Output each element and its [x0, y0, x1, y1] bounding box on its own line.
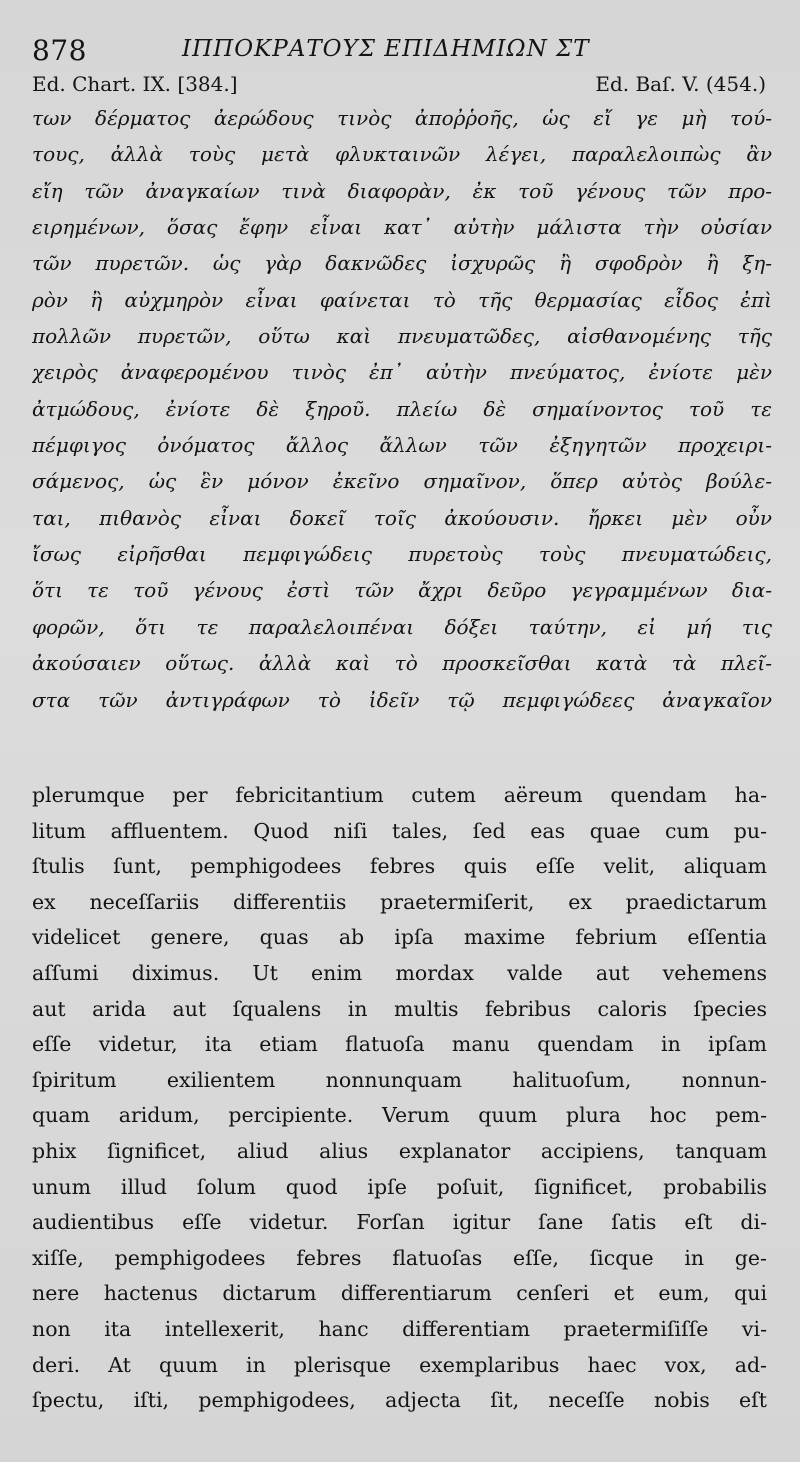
edition-reference-line [32, 72, 772, 100]
page-number: 878 [32, 34, 87, 67]
greek-text-line: ειρημένων, ὅσας ἔφην εἶναι κατ᾽ αὐτὴν μάλιστα τὴν οὐσίαν [32, 215, 772, 240]
latin-text-line: xiſſe, pemphigodees febres flatuoſas eſſe, ſicque in ge- [32, 1245, 767, 1270]
latin-text-line: ſpectu, iſti, pemphigodees, adjecta ſit, neceſſe nobis eſt [32, 1388, 767, 1413]
greek-text-line: ἀτμώδους, ἐνίοτε δὲ ξηροῦ. πλείω δὲ σημαίνοντος τοῦ τε [32, 396, 772, 421]
edition-basel-reference: Ed. Baſ. V. (454.) [595, 72, 766, 96]
latin-text-line: phix ſignificet, aliud alius explanator accipiens, tanquam [32, 1138, 767, 1163]
greek-text-line: ρὸν ἢ αὐχμηρὸν εἶναι φαίνεται τὸ τῆς θερμασίας εἶδος ἐπὶ [32, 287, 772, 312]
greek-text-line: εἴη τῶν ἀναγκαίων τινὰ διαφορὰν, ἐκ τοῦ γένους τῶν προ- [32, 178, 772, 203]
page-header [32, 30, 772, 70]
running-title: ΙΠΠΟΚΡΑΤΟΥΣ ΕΠΙΔΗΜΙΩΝ ΣΤ [182, 36, 590, 62]
greek-text-line: χειρὸς ἀναφερομένου τινὸς ἐπ᾽ αὐτὴν πνεύματος, ἐνίοτε μὲν [32, 360, 772, 385]
latin-text-line: nere hactenus dictarum differentiarum cenſeri et eum, qui [32, 1281, 767, 1306]
greek-text-line: ἀκούσαιεν οὕτως. ἀλλὰ καὶ τὸ προσκεῖσθαι κατὰ τὰ πλεῖ- [32, 651, 772, 676]
latin-text-line: aſſumi diximus. Ut enim mordax valde aut vehemens [32, 960, 767, 985]
latin-text-line: videlicet genere, quas ab ipſa maxime febrium eſſentia [32, 925, 767, 950]
latin-text-line: ſpiritum exilientem nonnunquam halituoſum, nonnun- [32, 1067, 767, 1092]
greek-text-line: ται, πιθανὸς εἶναι δοκεῖ τοῖς ἀκούουσιν. ἤρκει μὲν οὖν [32, 505, 772, 530]
greek-text-line: τῶν πυρετῶν. ὡς γὰρ δακνῶδες ἰσχυρῶς ἢ σφοδρὸν ἢ ξη- [32, 251, 772, 276]
latin-text-line: ex neceſſariis differentiis praetermiſerit, ex praedictarum [32, 889, 767, 914]
greek-text-line: τους, ἀλλὰ τοὺς μετὰ φλυκταινῶν λέγει, παραλελοιπὼς ἂν [32, 142, 772, 167]
latin-text-line: eſſe videtur, ita etiam flatuoſa manu quendam in ipſam [32, 1032, 767, 1057]
latin-text-line: aut arida aut ſqualens in multis febribus caloris ſpecies [32, 996, 767, 1021]
greek-text-line: ὅτι τε τοῦ γένους ἐστὶ τῶν ἄχρι δεῦρο γεγραμμένων δια- [32, 578, 772, 603]
latin-text-line: deri. At quum in plerisque exemplaribus haec vox, ad- [32, 1352, 767, 1377]
latin-text-line: unum illud ſolum quod ipſe poſuit, ſignificet, probabilis [32, 1174, 767, 1199]
greek-text-line: στα τῶν ἀντιγράφων τὸ ἰδεῖν τῷ πεμφιγώδεες ἀναγκαῖον [32, 687, 772, 712]
greek-text-line: σάμενος, ὡς ἓν μόνον ἐκεῖνο σημαῖνον, ὅπερ αὐτὸς βούλε- [32, 469, 772, 494]
latin-text-line: audientibus eſſe videtur. Forſan igitur ſane ſatis eſt di- [32, 1210, 767, 1235]
latin-text-line: non ita intellexerit, hanc differentiam praetermiſiſſe vi- [32, 1316, 767, 1341]
latin-text-line: ſtulis ſunt, pemphigodees febres quis eſſe velit, aliquam [32, 854, 767, 879]
greek-text-line: πολλῶν πυρετῶν, οὕτω καὶ πνευματῶδες, αἰσθανομένης τῆς [32, 324, 772, 349]
latin-text-line: quam aridum, percipiente. Verum quum plura hoc pem- [32, 1103, 767, 1128]
greek-text-line: ἴσως εἰρῆσθαι πεμφιγώδεις πυρετοὺς τοὺς πνευματώδεις, [32, 542, 772, 567]
greek-text-line: φορῶν, ὅτι τε παραλελοιπέναι δόξει ταύτην, εἰ μή τις [32, 614, 772, 639]
latin-text-block [32, 778, 767, 1419]
latin-text-line: litum affluentem. Quod niſi tales, ſed eas quae cum pu- [32, 818, 767, 843]
greek-text-line: πέμφιγος ὀνόματος ἄλλος ἄλλων τῶν ἐξηγητῶν προχειρι- [32, 433, 772, 458]
greek-text-block [32, 100, 772, 718]
greek-text-line: των δέρματος ἀερώδους τινὸς ἀποῤῥοῆς, ὡς εἴ γε μὴ τού- [32, 106, 772, 130]
latin-text-line: plerumque per febricitantium cutem aëreum quendam ha- [32, 783, 767, 807]
edition-chart-reference: Ed. Chart. IX. [384.] [32, 72, 238, 96]
